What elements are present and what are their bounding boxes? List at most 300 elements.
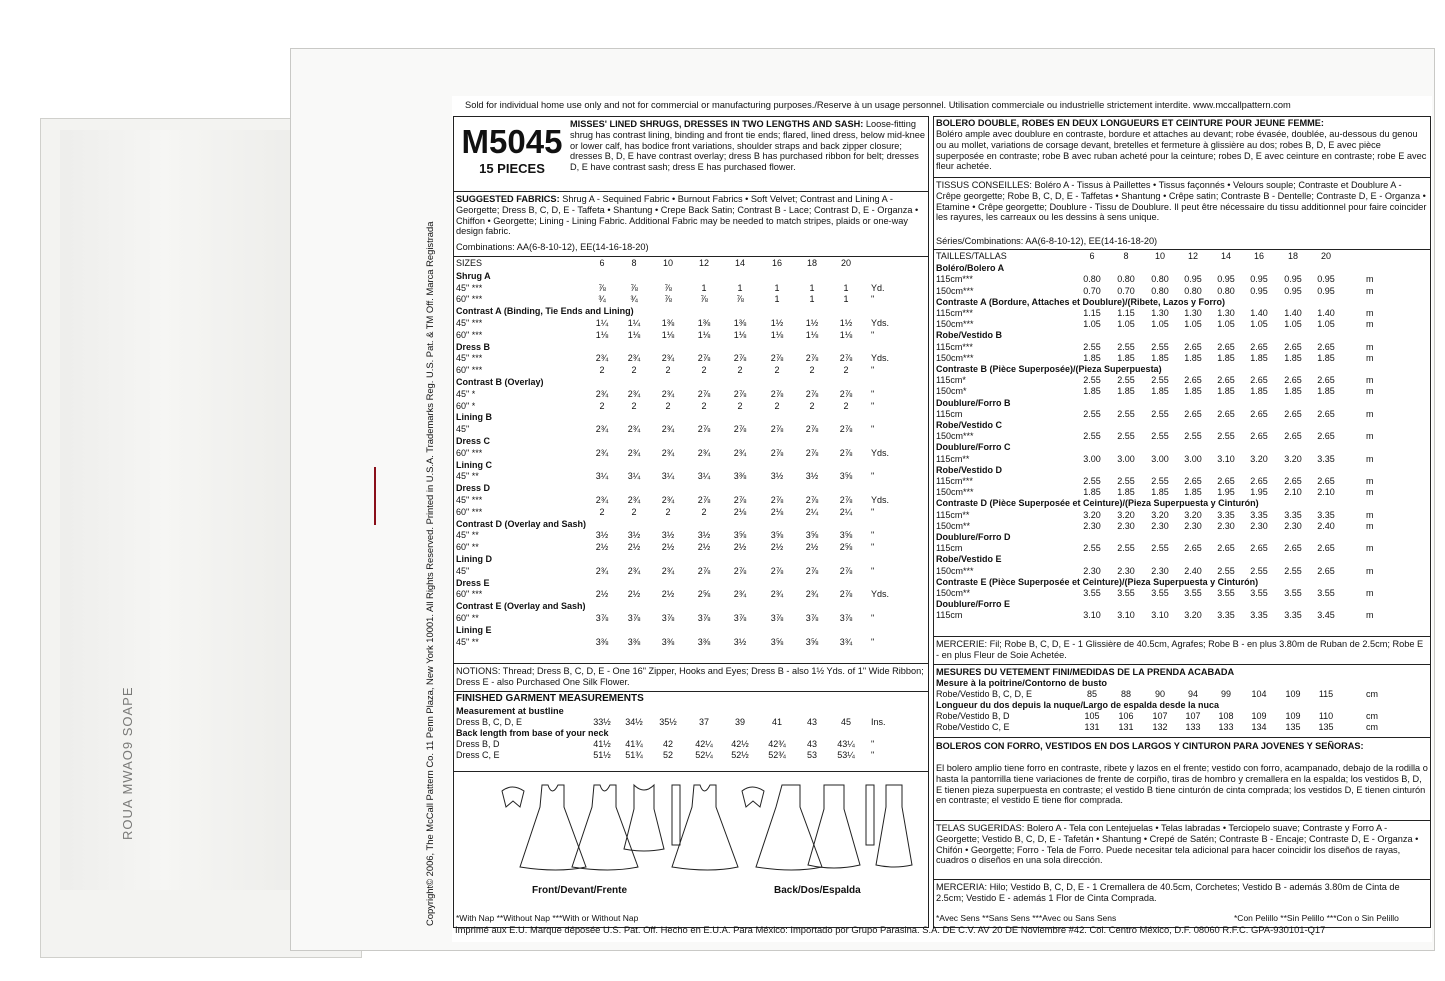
row-label: Dress B, D <box>456 739 500 749</box>
value-cell: 2¾ <box>661 424 675 435</box>
value-cell: 2.65 <box>1250 476 1268 486</box>
value-cell: 2.55 <box>1083 431 1101 442</box>
value-cell: 2¾ <box>661 447 675 458</box>
value-cell: 1⅛ <box>661 329 675 340</box>
value-cell: 2.30 <box>1151 565 1169 576</box>
nap-legend: *With Nap **Without Nap ***With or Without Nap <box>456 913 639 923</box>
row-label: 45" *** <box>456 318 483 328</box>
value-cell: 131 <box>1084 722 1100 732</box>
row-label: 150cm*** <box>936 431 974 442</box>
value-cell: 1.85 <box>1250 386 1268 397</box>
value-cell: 1.85 <box>1117 386 1135 397</box>
value-cell: 3⅜ <box>661 636 675 647</box>
value-cell: 2¼ <box>805 506 819 517</box>
value-cell: 42½ <box>731 739 749 749</box>
unit-cell: m <box>1366 610 1374 621</box>
flap-shading <box>60 130 320 890</box>
section-heading <box>936 498 1428 509</box>
row-label: 45" *** <box>456 282 483 293</box>
sketch-dress-b-front <box>520 785 586 870</box>
size-cell: 8 <box>631 258 637 268</box>
value-cell: 1.05 <box>1117 319 1135 330</box>
unit-cell: Yd. <box>871 282 885 293</box>
sizes-header-row <box>936 251 1428 262</box>
unit-cell: " <box>871 750 875 760</box>
value-cell: 2¾ <box>627 388 641 399</box>
suggested-fabrics <box>456 194 926 237</box>
row-label: 150cm*** <box>936 285 974 296</box>
row-label: 60" ** <box>456 613 479 623</box>
size-cell: 6 <box>599 258 605 268</box>
row-label: 150cm*** <box>936 319 974 330</box>
mesures-table <box>936 689 1428 739</box>
value-cell: 1⅜ <box>697 318 711 328</box>
table-row <box>936 409 1428 420</box>
table-row <box>936 386 1428 397</box>
row-label: 115cm** <box>936 509 970 520</box>
value-cell: 3.35 <box>1317 509 1335 520</box>
table-row <box>936 689 1428 700</box>
value-cell: 2¾ <box>595 388 609 399</box>
divider <box>934 249 1430 250</box>
table-row <box>456 353 926 364</box>
size-cell: 10 <box>1154 251 1165 261</box>
unit-cell: " <box>871 471 875 482</box>
value-cell: ⅞ <box>664 282 672 293</box>
value-cell: 3.10 <box>1217 453 1235 464</box>
value-cell: 1⅛ <box>627 329 641 340</box>
row-label: Robe/Vestido B <box>936 330 1003 341</box>
value-cell: 1.85 <box>1083 487 1101 498</box>
divider <box>934 664 1430 665</box>
value-cell: 3⅜ <box>697 636 711 647</box>
table-row <box>456 424 926 435</box>
value-cell: 1 <box>774 294 780 305</box>
section-heading <box>936 599 1428 610</box>
value-cell: 2 <box>774 400 780 411</box>
sketch-dress-back-2 <box>808 785 860 868</box>
value-cell: 33½ <box>593 717 611 727</box>
value-cell: 2⅞ <box>697 388 711 399</box>
row-label: 115cm <box>936 610 963 621</box>
value-cell: 41¾ <box>625 739 643 749</box>
row-label: 115cm <box>936 543 963 554</box>
row-label: Lining E <box>456 624 492 635</box>
front-caption: Front/Devant/Frente <box>532 885 628 896</box>
value-cell: 3.10 <box>1083 610 1101 621</box>
value-cell: 2.55 <box>1117 375 1135 386</box>
value-cell: 0.80 <box>1083 274 1101 285</box>
unit-cell: " <box>871 388 875 399</box>
divider <box>934 879 1430 880</box>
value-cell: 2.30 <box>1117 520 1135 531</box>
value-cell: 1.85 <box>1151 487 1169 498</box>
value-cell: ⅞ <box>700 294 708 305</box>
value-cell: 2 <box>631 506 637 517</box>
french-title: BOLERO DOUBLE, ROBES EN DEUX LONGUEURS ET CEINTURE POUR JEUNE FEMME: <box>936 118 1324 128</box>
row-label: 45" *** <box>456 495 483 505</box>
value-cell: 2.30 <box>1250 520 1268 531</box>
section-heading <box>936 263 1428 274</box>
french-description: Boléro ample avec doublure en contraste, bordure et attaches au devant; robe évasée, doublée, au-dessous du genou ou au mollet, variations de corsage devant, bretelles et fermeture à glissière au dos; robes B, D, E avec pièce superposée en contraste; robe B avec ruban acheté pour la ceinture; robes D, E avec ceinture en contraste; robe E avec fleur achetée. <box>936 129 1427 172</box>
section-heading <box>456 342 926 353</box>
value-cell: 2¾ <box>733 447 747 458</box>
value-cell: 3¼ <box>661 471 675 482</box>
usage-notice: Sold for individual home use only and not for commercial or manufacturing purposes./Reserve à un usage personnel. Utilisation commerciale ou industrielle strictement interdite. www.mccallpattern.com <box>465 100 1291 110</box>
value-cell: 2⅞ <box>733 424 747 435</box>
value-cell: 2½ <box>661 542 675 553</box>
row-label: Contrast E (Overlay and Sash) <box>456 601 586 612</box>
value-cell: 2⅝ <box>839 542 853 553</box>
unit-cell: " <box>871 636 875 647</box>
value-cell: 3⅞ <box>697 613 711 623</box>
value-cell: ⅞ <box>630 282 638 293</box>
value-cell: 2⅞ <box>697 495 711 505</box>
value-cell: 3.00 <box>1083 453 1101 464</box>
row-label: 60" *** <box>456 365 483 376</box>
value-cell: 3⅝ <box>839 530 853 541</box>
value-cell: 135 <box>1285 722 1301 732</box>
value-cell: 2¾ <box>627 353 641 364</box>
value-cell: 2⅞ <box>839 353 853 364</box>
value-cell: 2.55 <box>1083 543 1101 554</box>
value-cell: 2.65 <box>1217 543 1235 554</box>
section-heading <box>936 700 1428 711</box>
value-cell: 1.05 <box>1217 319 1235 330</box>
value-cell: 109 <box>1285 689 1301 699</box>
value-cell: 2 <box>843 400 849 411</box>
row-label: Dress B, C, D, E <box>456 717 523 727</box>
value-cell: 1.30 <box>1151 308 1169 318</box>
value-cell: 2.55 <box>1284 565 1302 576</box>
divider <box>454 256 928 257</box>
table-row <box>936 510 1428 521</box>
row-label: 60" *** <box>456 294 483 305</box>
unit-cell: cm <box>1366 722 1378 732</box>
value-cell: 2½ <box>733 542 747 553</box>
value-cell: 2⅞ <box>805 447 819 458</box>
value-cell: 0.80 <box>1151 285 1169 296</box>
description-text: Loose-fitting shrug has contrast lining, binding and front tie ends; flared, lined dress, below mid-knee or lower calf, has bodice front variations, shoulder straps and back zipper closure; dresses B, D, E have contrast overlay; dress B has purchased ribbon for belt; dresses D, E have contrast sash; dress E has purchased flower. <box>570 119 925 173</box>
section-heading <box>936 398 1428 409</box>
value-cell: 3½ <box>697 530 711 541</box>
value-cell: 0.80 <box>1217 285 1235 296</box>
value-cell: 2.40 <box>1317 520 1335 531</box>
notions: NOTIONS: Thread; Dress B, C, D, E - One 16" Zipper, Hooks and Eyes; Dress B - also 1½ Yds. of 1" Wide Ribbon; Dress E - also Purchased One Silk Flower. <box>456 666 924 687</box>
value-cell: 1.85 <box>1284 352 1302 363</box>
value-cell: 2 <box>701 365 707 376</box>
section-heading <box>456 483 926 494</box>
value-cell: 2.55 <box>1117 341 1135 352</box>
value-cell: 2.65 <box>1284 431 1302 442</box>
value-cell: 2⅞ <box>839 589 853 600</box>
table-row <box>456 717 926 728</box>
section-heading <box>456 728 926 739</box>
value-cell: 2⅞ <box>839 447 853 458</box>
value-cell: 1 <box>737 282 743 293</box>
copyright-vertical <box>424 120 448 926</box>
row-label: Boléro/Bolero A <box>936 263 1005 274</box>
unit-cell: m <box>1366 543 1374 554</box>
sketch-shrug-back <box>742 787 764 807</box>
table-row <box>456 750 926 761</box>
unit-cell: " <box>871 542 875 553</box>
sizes-label: TAILLES/TALLAS <box>936 251 1007 261</box>
value-cell: 3.55 <box>1151 588 1169 598</box>
value-cell: 3.00 <box>1117 453 1135 464</box>
yardage-table <box>456 258 926 668</box>
value-cell: 3⅝ <box>839 471 853 482</box>
size-cell: 14 <box>1220 251 1231 261</box>
value-cell: 2¾ <box>733 589 747 600</box>
row-label: Contrast B (Overlay) <box>456 377 544 387</box>
table-row <box>456 294 926 305</box>
value-cell: 1⅛ <box>839 329 853 340</box>
value-cell: 2.55 <box>1117 431 1135 442</box>
divider <box>454 663 928 664</box>
sizes-header-row <box>456 258 926 269</box>
unit-cell: " <box>871 739 875 749</box>
row-label: 60" *** <box>456 589 483 600</box>
measurement-table <box>456 717 926 777</box>
value-cell: 2⅞ <box>697 424 711 435</box>
unit-cell: m <box>1366 565 1374 576</box>
unit-cell: Ins. <box>871 717 886 727</box>
copyright-text: Copyright© 2006, The McCall Pattern Co. 11 Penn Plaza, New York 10001. All Rights Reserved. Printed in U.S.A. Trademarks Reg. U.S. Pat. & TM Off. Marca Registrada <box>424 221 435 926</box>
value-cell: 2⅞ <box>839 388 853 399</box>
value-cell: 110 <box>1318 711 1334 721</box>
unit-cell: m <box>1366 341 1374 352</box>
value-cell: 1.85 <box>1317 386 1335 397</box>
value-cell: 2½ <box>595 589 609 600</box>
value-cell: 3.20 <box>1151 509 1169 520</box>
unit-cell: " <box>871 365 875 376</box>
value-cell: 1.15 <box>1083 308 1101 318</box>
row-label: 115cm*** <box>936 274 973 285</box>
unit-cell: m <box>1366 431 1374 442</box>
section-heading <box>936 577 1428 588</box>
row-label: Dress C, E <box>456 750 500 760</box>
section-heading <box>456 519 926 530</box>
value-cell: 2½ <box>770 542 784 553</box>
value-cell: 3⅞ <box>661 613 675 623</box>
row-label: 150cm** <box>936 588 971 598</box>
section-heading <box>936 297 1428 308</box>
unit-cell: " <box>871 424 875 435</box>
table-row <box>936 610 1428 621</box>
value-cell: 2.55 <box>1151 476 1169 486</box>
value-cell: 1.85 <box>1083 352 1101 363</box>
value-cell: 2.30 <box>1217 520 1235 531</box>
row-label: Dress D <box>456 483 491 494</box>
value-cell: 2⅞ <box>839 495 853 505</box>
value-cell: 2.30 <box>1151 520 1169 531</box>
value-cell: 2.55 <box>1250 565 1268 576</box>
table-row <box>936 487 1428 498</box>
section-heading <box>456 554 926 565</box>
value-cell: 1.85 <box>1083 386 1101 397</box>
value-cell: 3.55 <box>1117 588 1135 598</box>
value-cell: 2¾ <box>627 565 641 576</box>
table-row <box>936 588 1428 599</box>
flap-mirror-text <box>120 640 180 840</box>
value-cell: 3.35 <box>1317 453 1335 464</box>
value-cell: 2 <box>665 365 671 376</box>
unit-cell: m <box>1366 375 1374 386</box>
value-cell: 1⅛ <box>805 329 819 340</box>
unit-cell: " <box>871 400 875 411</box>
value-cell: 133 <box>1218 722 1234 732</box>
back-caption: Back/Dos/Espalda <box>774 885 861 896</box>
value-cell: 2⅞ <box>805 424 819 435</box>
unit-cell: m <box>1366 274 1374 285</box>
unit-cell: " <box>871 506 875 517</box>
value-cell: 2¾ <box>627 495 641 505</box>
unit-cell: m <box>1366 453 1374 464</box>
value-cell: 2.55 <box>1151 375 1169 386</box>
value-cell: 2¾ <box>595 447 609 458</box>
table-row <box>456 471 926 482</box>
table-row <box>936 286 1428 297</box>
row-label: Longueur du dos depuis la nuque/Largo de espalda desde la nuca <box>936 700 1220 710</box>
measures-title: MESURES DU VETEMENT FINI/MEDIDAS DE LA PRENDA ACABADA <box>936 667 1235 677</box>
section-heading <box>456 601 926 612</box>
value-cell: 1.95 <box>1217 487 1235 498</box>
value-cell: 2.30 <box>1184 520 1202 531</box>
table-row <box>936 566 1428 577</box>
value-cell: 3¾ <box>839 636 853 647</box>
value-cell: 2.55 <box>1217 565 1235 576</box>
value-cell: 2.65 <box>1317 408 1335 419</box>
value-cell: 1.15 <box>1117 308 1135 318</box>
value-cell: 1½ <box>770 318 784 328</box>
metrage-table <box>936 251 1428 641</box>
value-cell: 0.95 <box>1184 274 1202 285</box>
value-cell: 3.55 <box>1184 588 1202 598</box>
table-row <box>456 389 926 400</box>
value-cell: 2.55 <box>1151 431 1169 442</box>
value-cell: 1 <box>774 282 780 293</box>
value-cell: 52¾ <box>768 750 786 760</box>
value-cell: 2⅞ <box>770 447 784 458</box>
value-cell: 3.45 <box>1317 610 1335 621</box>
unit-cell: m <box>1366 285 1374 296</box>
size-cell: 20 <box>1320 251 1331 261</box>
section-heading <box>936 554 1428 565</box>
value-cell: 115 <box>1318 689 1334 699</box>
value-cell: 2½ <box>627 589 641 600</box>
value-cell: 2¾ <box>805 589 819 600</box>
row-label: 45" <box>456 565 470 576</box>
value-cell: 2.55 <box>1117 476 1135 486</box>
value-cell: 42¾ <box>768 739 786 749</box>
row-label: 150cm* <box>936 386 967 397</box>
value-cell: 2.55 <box>1217 431 1235 442</box>
value-cell: 43¼ <box>837 739 855 749</box>
row-label: 60" ** <box>456 542 479 553</box>
value-cell: 2.65 <box>1250 408 1268 419</box>
value-cell: 1.05 <box>1083 319 1101 330</box>
table-row <box>936 308 1428 319</box>
value-cell: 2¾ <box>661 353 675 364</box>
french-combinations: Séries/Combinations: AA(6-8-10-12), EE(14-16-18-20) <box>936 236 1158 246</box>
value-cell: 2⅞ <box>805 353 819 364</box>
value-cell: 132 <box>1152 722 1168 732</box>
value-cell: 2¾ <box>770 589 784 600</box>
pattern-header <box>456 119 568 189</box>
value-cell: 3½ <box>595 530 609 541</box>
value-cell: 2.65 <box>1250 431 1268 442</box>
value-cell: 1 <box>809 294 815 305</box>
table-row <box>936 454 1428 465</box>
size-cell: 14 <box>734 258 745 268</box>
footer-text: Imprimé aux E.U. Marque déposée U.S. Pat. Off. Hecho en E.U.A. Para México: Importado por Grupo Parasina. S.A. DE C.V. AV 20 DE Noviembre #42. Col. Centro México, D.F. 08060 R.F.C. GPA-930101-Q17 <box>455 924 1326 935</box>
divider <box>934 177 1430 178</box>
row-label: Dress C <box>456 436 491 446</box>
fabrics-title: SUGGESTED FABRICS: <box>456 194 560 204</box>
value-cell: 52 <box>662 750 673 760</box>
sizes-label: SIZES <box>456 258 483 268</box>
value-cell: 1.05 <box>1151 319 1169 330</box>
value-cell: 2.65 <box>1217 408 1235 419</box>
value-cell: 2.65 <box>1184 375 1202 386</box>
value-cell: 2⅞ <box>770 388 784 399</box>
table-row <box>936 543 1428 554</box>
value-cell: 2.65 <box>1217 476 1235 486</box>
row-label: Dress E <box>456 577 490 588</box>
value-cell: 35½ <box>659 717 677 727</box>
value-cell: 3⅝ <box>733 530 747 541</box>
value-cell: 2¾ <box>595 565 609 576</box>
value-cell: 2.55 <box>1117 543 1135 554</box>
value-cell: 2.55 <box>1117 408 1135 419</box>
value-cell: 1 <box>701 282 707 293</box>
value-cell: 3.10 <box>1117 610 1135 621</box>
unit-cell: Yds. <box>871 495 890 505</box>
value-cell: 3⅜ <box>595 636 609 647</box>
value-cell: 3.20 <box>1284 453 1302 464</box>
value-cell: 1¼ <box>595 318 609 328</box>
bust-title-fr: Mesure à la poitrine/Contorno de busto <box>936 678 1108 688</box>
row-label: Lining B <box>456 412 492 423</box>
value-cell: 3.35 <box>1250 610 1268 621</box>
sketch-dress-d-front <box>624 785 664 851</box>
value-cell: 109 <box>1251 711 1267 721</box>
bustline-title: Measurement at bustline <box>456 706 564 716</box>
unit-cell: m <box>1366 476 1374 486</box>
value-cell: 2.55 <box>1083 476 1101 486</box>
value-cell: 2.65 <box>1250 341 1268 352</box>
value-cell: 0.95 <box>1250 274 1268 285</box>
divider <box>934 820 1430 821</box>
table-row <box>456 613 926 624</box>
value-cell: 3⅝ <box>770 530 784 541</box>
row-label: Robe/Vestido E <box>936 554 1002 565</box>
value-cell: 1.85 <box>1284 386 1302 397</box>
divider <box>934 737 1430 738</box>
value-cell: 1¼ <box>627 318 641 328</box>
value-cell: 3.35 <box>1217 509 1235 520</box>
value-cell: 1.40 <box>1250 308 1268 318</box>
value-cell: 3⅞ <box>595 613 609 623</box>
unit-cell: Yds. <box>871 353 890 364</box>
value-cell: 2⅛ <box>733 506 747 517</box>
value-cell: 2 <box>737 400 743 411</box>
spanish-title: BOLEROS CON FORRO, VESTIDOS EN DOS LARGOS Y CINTURON PARA JOVENES Y SEÑORAS: <box>936 741 1364 751</box>
value-cell: 0.80 <box>1184 285 1202 296</box>
unit-cell: Yds. <box>871 589 890 600</box>
value-cell: 2 <box>665 506 671 517</box>
